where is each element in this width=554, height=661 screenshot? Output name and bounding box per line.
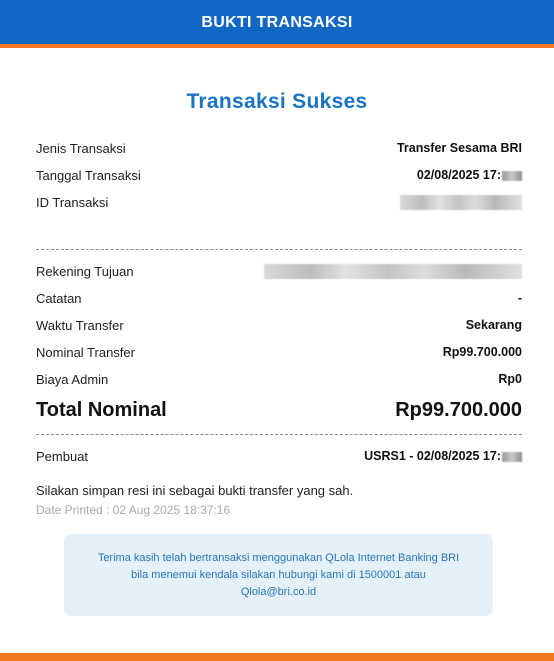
redacted-rekening-tujuan [264,264,522,279]
row-jenis-transaksi [36,139,522,157]
row-tanggal-transaksi [36,166,522,184]
row-biaya-admin [36,370,522,388]
catatan-value: - [517,291,522,305]
redacted-time [502,171,522,181]
row-total-nominal [36,396,522,424]
jenis-transaksi-label: Jenis Transaksi [36,140,126,156]
save-receipt-note: Silakan simpan resi ini sebagai bukti transfer yang sah. [36,483,354,498]
jenis-transaksi-value: Transfer Sesama BRI [396,141,522,155]
redacted-pembuat-time [502,452,522,462]
info-box [64,534,493,616]
row-nominal-transfer [36,343,522,361]
nominal-transfer-value: Rp99.700.000 [442,345,522,359]
id-transaksi-label: ID Transaksi [36,194,109,210]
tanggal-transaksi-label: Tanggal Transaksi [36,167,141,183]
row-rekening-tujuan [36,262,522,280]
biaya-admin-label: Biaya Admin [36,371,109,387]
row-waktu-transfer [36,316,522,334]
tanggal-transaksi-value-wrap [417,168,522,182]
pembuat-label: Pembuat [36,448,89,464]
info-line-1: Terima kasih telah bertransaksi menggunakan QLola Internet Banking BRI [97,551,460,564]
tanggal-transaksi-value: 02/08/2025 17: [416,168,501,182]
redacted-id-transaksi [400,195,522,210]
nominal-transfer-label: Nominal Transfer [36,344,135,360]
row-catatan [36,289,522,307]
info-line-2: bila menemui kendala silakan hubungi kami di 1500001 atau [131,568,426,581]
row-id-transaksi [36,193,522,211]
receipt-header [0,0,554,48]
pembuat-value-wrap [364,449,522,463]
rekening-tujuan-label: Rekening Tujuan [36,263,134,279]
biaya-admin-value: Rp0 [498,372,522,386]
total-nominal-label: Total Nominal [36,398,167,421]
footer-accent-bar [0,653,554,661]
divider-1 [36,249,522,250]
row-pembuat [36,447,522,465]
pembuat-value: USRS1 - 02/08/2025 17: [364,449,501,463]
status-title: Transaksi Sukses [186,90,368,113]
date-printed: Date Printed : 02 Aug 2025 18:37:16 [36,503,231,517]
header-title: BUKTI TRANSAKSI [201,14,353,31]
catatan-label: Catatan [36,290,82,306]
waktu-transfer-value: Sekarang [465,318,522,332]
divider-2 [36,434,522,435]
waktu-transfer-label: Waktu Transfer [36,317,124,333]
total-nominal-value: Rp99.700.000 [395,398,522,421]
info-email-link[interactable]: Qlola@bri.co.id [240,585,317,598]
